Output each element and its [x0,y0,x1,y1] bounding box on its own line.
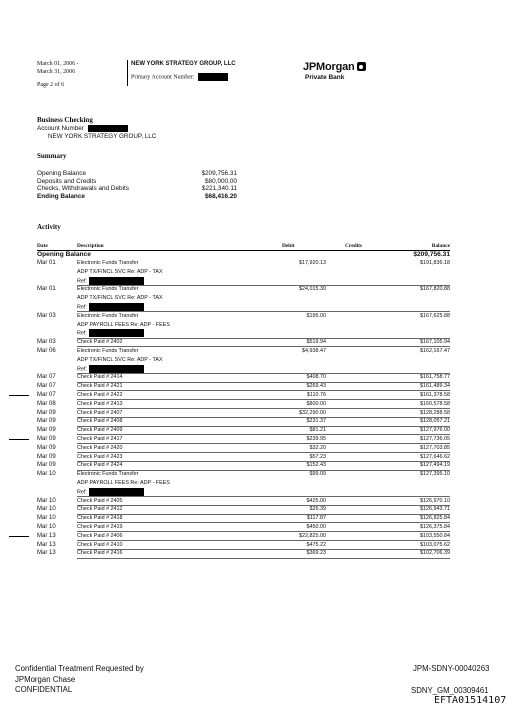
txn-detail: ADP TX/FINCL SVC Re: ADP - TAX [77,295,163,302]
activity-title: Activity [37,223,61,231]
txn-description: Electronic Funds Transfer [77,348,139,354]
txn-date: Mar 09 [37,453,56,460]
ref-label: Ref: [77,278,87,285]
txn-balance: $126,375.84 [420,524,450,530]
logo-text: JPMorgan [303,61,355,73]
txn-debit: $195.00 [306,312,326,319]
ref-label: Ref: [77,304,87,311]
redaction-block [89,488,144,496]
txn-balance: $103,550.84 [420,532,450,539]
table-row [37,426,450,435]
summary-row [37,193,237,201]
primary-account [131,73,228,81]
txn-debit: $26.39 [309,506,326,513]
redaction-block [89,329,144,337]
ref-label: Ref: [77,366,87,373]
txn-date: Mar 13 [37,541,56,548]
margin-mark [9,439,29,440]
txn-balance: $126,943.71 [420,506,450,513]
txn-description: Electronic Funds Transfer [77,286,139,293]
txn-debit: $475.22 [306,541,326,548]
header-divider [127,60,128,86]
summary-row [37,185,237,193]
txn-date: Mar 09 [37,418,56,425]
summary-row [37,178,237,186]
txn-debit: $17,920.13 [299,260,326,266]
txn-balance: $167,625.88 [420,312,450,319]
txn-date: Mar 03 [37,339,56,346]
table-row [37,391,450,400]
txn-balance: $167,105.94 [420,339,450,346]
statement-period [37,61,79,76]
txn-date: Mar 10 [37,471,56,478]
txn-date: Mar 08 [37,400,56,407]
opening-balance-row [37,251,450,258]
col-credits: Credits [345,243,362,249]
account-number-row [37,125,128,132]
table-row [37,259,450,285]
txn-date: Mar 01 [37,286,56,293]
table-row [37,549,450,558]
txn-date: Mar 10 [37,515,56,522]
txn-debit: $425.00 [306,497,326,504]
txn-description: Check Paid # 2406 [77,532,123,539]
txn-description: Check Paid # 2423 [77,453,123,460]
table-row [37,444,450,453]
txn-description: Electronic Funds Transfer [77,471,139,478]
margin-mark [9,536,29,537]
txn-debit: $450.00 [306,524,326,530]
txn-description: Check Paid # 2407 [77,409,123,416]
table-row [37,453,450,462]
table-row [37,347,450,373]
summary-label: Ending Balance [37,192,85,200]
activity-header [37,243,450,251]
txn-date: Mar 13 [37,532,56,539]
txn-debit: $4,938.47 [302,348,326,354]
txn-debit: $117.87 [306,515,326,522]
txn-date: Mar 09 [37,409,56,416]
row-divider [77,558,450,559]
bank-logo [303,61,366,73]
col-debit: Debit [282,243,295,249]
table-row [37,541,450,550]
txn-description: Check Paid # 2409 [77,427,123,434]
txn-balance: $128,057.21 [420,418,450,425]
txn-debit: $239.95 [306,436,326,442]
txn-balance: $161,489.34 [420,383,450,390]
txn-date: Mar 09 [37,462,56,469]
txn-debit: $800.00 [306,400,326,407]
txn-balance: $127,395.10 [420,471,450,478]
txn-date: Mar 10 [37,506,56,513]
table-row [37,417,450,426]
txn-date: Mar 09 [37,436,56,442]
txn-debit: $269.43 [306,383,326,390]
txn-balance: $126,970.10 [420,497,450,504]
account-name: NEW YORK STRATEGY GROUP, LLC [48,133,157,140]
txn-detail: ADP TX/FINCL SVC Re: ADP - TAX [77,268,163,275]
account-type-title: Business Checking [37,116,93,124]
txn-detail: ADP PAYROLL FEES Re: ADP - FEES [77,321,170,328]
txn-balance: $191,836.18 [420,260,450,266]
summary-value: $209,756.31 [201,170,237,177]
txn-debit: $99.09 [309,471,326,478]
txn-description: Check Paid # 2402 [77,339,123,346]
period-end: March 31, 2006 [37,68,76,75]
txn-balance: $161,758.77 [420,374,450,381]
table-row [37,497,450,506]
txn-date: Mar 07 [37,383,56,390]
table-row [37,409,450,418]
page-number: Page 2 of 6 [37,82,65,88]
octagon-logo-icon [357,62,366,71]
company-name: NEW YORK STRATEGY GROUP, LLC [131,61,236,67]
table-row [37,435,450,444]
txn-description: Electronic Funds Transfer [77,260,139,266]
txn-date: Mar 10 [37,524,56,530]
table-row [37,285,450,311]
txn-debit: $110.76 [306,392,326,398]
txn-description: Check Paid # 2405 [77,497,123,504]
txn-date: Mar 07 [37,374,56,381]
bates-number-3: EFTA01514107 [434,695,507,706]
txn-balance: $167,820.88 [420,286,450,293]
bates-number-1: JPM-SDNY-00040263 [413,664,490,673]
summary-value: $80,000.00 [205,177,237,185]
txn-description: Check Paid # 2408 [77,418,123,425]
txn-date: Mar 13 [37,550,56,557]
txn-description: Check Paid # 2412 [77,506,123,513]
txn-debit: $408.70 [306,374,326,381]
table-row [37,470,450,496]
txn-date: Mar 07 [37,392,56,398]
txn-date: Mar 09 [37,444,56,451]
txn-debit: $32,290.00 [299,409,326,416]
ref-label: Ref: [77,489,87,496]
bates-number-2: SDNY_GM_00309461 [411,686,489,695]
txn-debit: $24,015.30 [299,286,326,293]
txn-debit: $152.43 [306,462,326,469]
footer-line3: CONFIDENTIAL [15,685,73,694]
redaction-block [88,125,128,132]
txn-description: Check Paid # 2413 [77,400,123,407]
txn-detail: ADP PAYROLL FEES Re: ADP - FEES [77,479,170,486]
txn-description: Check Paid # 2421 [77,383,123,390]
txn-debit: $57.23 [309,453,326,460]
period-start: March 01, 2006 - [37,61,79,67]
account-number-label: Account Number [37,125,84,133]
col-balance: Balance [431,243,450,249]
margin-mark [9,395,29,396]
table-row [37,514,450,523]
txn-balance: $127,736.05 [420,436,450,442]
col-date: Date [37,243,48,249]
txn-description: Check Paid # 2417 [77,436,123,442]
txn-date: Mar 03 [37,312,56,319]
txn-description: Check Paid # 2420 [77,444,123,451]
txn-debit: $231.37 [306,418,326,425]
ref-label: Ref: [77,330,87,337]
txn-balance: $127,976.00 [420,427,450,434]
summary-title: Summary [37,152,67,160]
table-row [37,505,450,514]
txn-debit: $519.94 [306,339,326,346]
txn-date: Mar 06 [37,348,56,354]
txn-balance: $127,494.19 [420,462,450,469]
table-row [37,338,450,347]
logo-subtitle: Private Bank [305,74,345,81]
summary-label: Deposits and Credits [37,177,97,185]
table-row [37,532,450,541]
txn-description: Check Paid # 2414 [77,374,123,381]
txn-date: Mar 09 [37,427,56,434]
table-row [37,523,450,532]
txn-debit: $32.20 [309,444,326,451]
txn-balance: $126,825.84 [420,515,450,522]
footer-line2: JPMorgan Chase [15,674,76,684]
txn-balance: $102,706.39 [420,550,450,557]
opening-label: Opening Balance [37,251,91,258]
summary-label: Opening Balance [37,170,87,177]
table-row [37,373,450,382]
txn-balance: $127,703.85 [420,444,450,451]
table-row [37,382,450,391]
txn-balance: $160,578.58 [420,400,450,407]
txn-debit: $81.21 [309,427,326,434]
txn-description: Check Paid # 2416 [77,550,123,557]
txn-date: Mar 10 [37,497,56,504]
table-row [37,312,450,338]
txn-balance: $103,075.62 [420,541,450,548]
footer-line1: Confidential Treatment Requested by [15,664,144,673]
txn-debit: $369.23 [306,550,326,557]
redaction-block [89,303,144,311]
txn-debit: $22,825.00 [299,532,326,539]
txn-description: Check Paid # 2410 [77,541,123,548]
txn-description: Check Paid # 2418 [77,515,123,522]
txn-balance: $162,167.47 [420,348,450,354]
footer-confidential [15,664,144,696]
col-description: Description [77,243,104,249]
txn-balance: $127,646.62 [420,453,450,460]
summary-value: $68,416.20 [205,192,237,200]
summary-label: Checks, Withdrawals and Debits [37,185,129,193]
txn-balance: $161,378.58 [420,392,450,398]
redaction-block [89,277,144,285]
table-row [37,461,450,470]
redaction-block [89,365,144,373]
summary-value: $221,340.11 [201,185,237,193]
primary-account-label: Primary Account Number: [131,74,195,81]
summary-table [37,170,237,200]
txn-description: Check Paid # 2419 [77,524,123,530]
summary-row [37,170,237,178]
txn-description: Check Paid # 2424 [77,462,123,469]
table-row [37,400,450,409]
redaction-block [198,73,228,81]
opening-balance: $209,756.31 [413,251,450,258]
txn-description: Check Paid # 2422 [77,392,123,398]
txn-detail: ADP TX/FINCL SVC Re: ADP - TAX [77,356,163,363]
txn-balance: $128,288.58 [420,409,450,416]
txn-date: Mar 01 [37,260,56,266]
txn-description: Electronic Funds Transfer [77,312,139,319]
